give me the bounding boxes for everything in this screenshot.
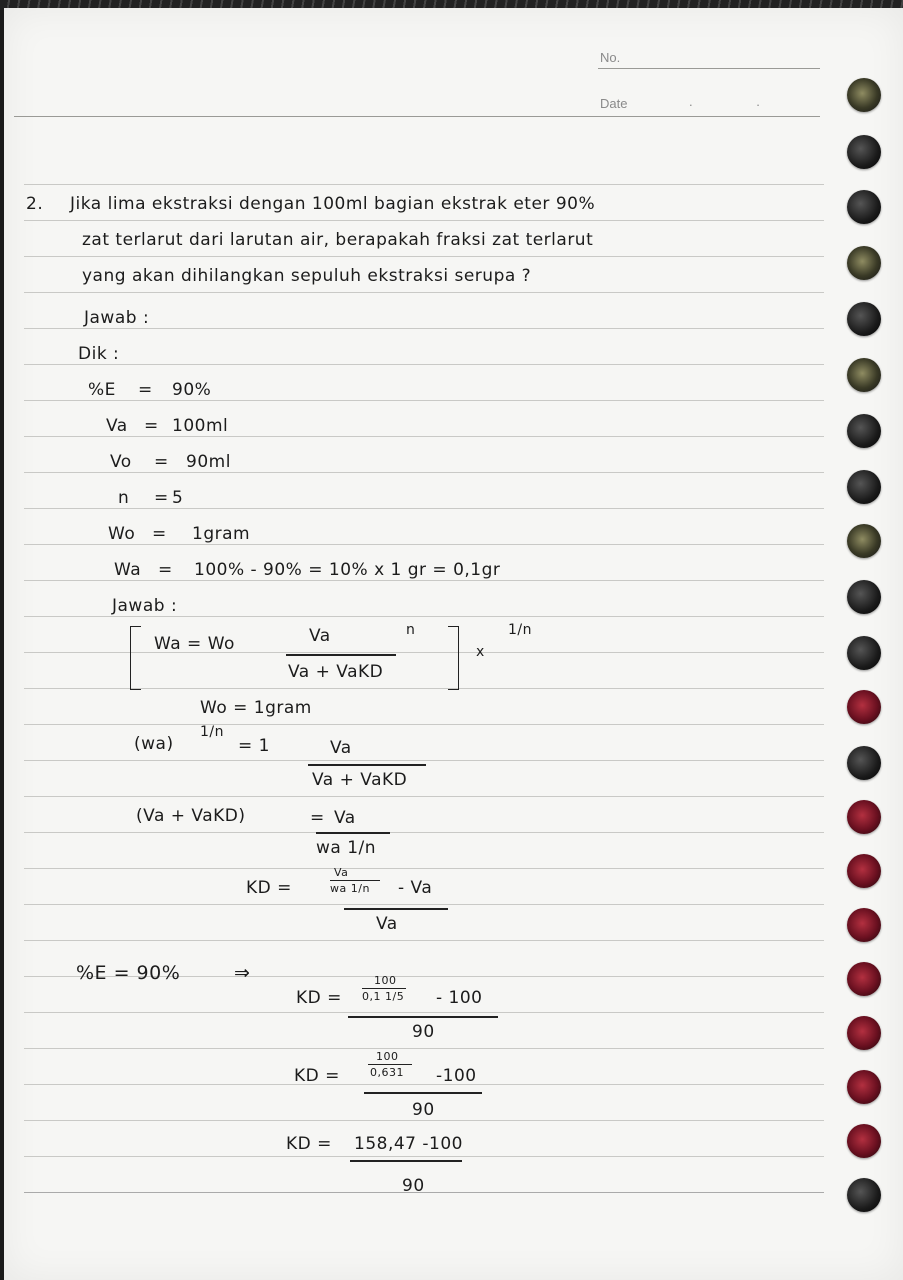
date-label: Date xyxy=(600,96,628,111)
notebook-page: No. Date . . 2. Jika lima ekstraksi dengan 100ml bagian ekstrak eter 90% zat terlarut dari larutan air, berapakah fraksi zat terlarut yang akan dihilangkan sepuluh ekstraksi serupa ? Jawab : Dik : %E = 90% Va = 100ml Vo = 90ml n = 5 Wo = 1gram Wa = 100% - 90% = 10% x 1 gr = 0,1gr Jawab : Wa = Wo Va Va + VaKD n x 1/n Wo = 1gram (wa) 1/n = 1 Va Va + VaKD (Va + VaKD) = Va wa 1/n KD = Va wa 1/n - Va Va %E = 90% ⇒ KD = 100 0,1 1/5 - 100 90 KD = 100 0,631 -100 90 KD = 158,47 -100 90 xyxy=(4,8,903,1280)
header-divider xyxy=(14,116,820,117)
question-line-2: zat terlarut dari larutan air, berapakah fraksi zat terlarut xyxy=(82,230,594,250)
dik-label: Dik : xyxy=(78,344,120,364)
binding-hole xyxy=(847,580,881,614)
binding-hole xyxy=(847,414,881,448)
left-bracket xyxy=(130,626,141,690)
jawab-label: Jawab : xyxy=(84,308,150,328)
binding-hole xyxy=(847,1070,881,1104)
binding-hole xyxy=(847,908,881,942)
jawab-label-2: Jawab : xyxy=(112,596,178,616)
binding-hole xyxy=(847,246,881,280)
binding-hole xyxy=(847,302,881,336)
binding-hole xyxy=(847,1178,881,1212)
binding-hole xyxy=(847,962,881,996)
binding-hole xyxy=(847,358,881,392)
binding-hole xyxy=(847,636,881,670)
right-bracket xyxy=(448,626,459,690)
no-line xyxy=(598,68,820,69)
binding-hole xyxy=(847,78,881,112)
binding-hole xyxy=(847,690,881,724)
binding-hole xyxy=(847,190,881,224)
date-separators: . . xyxy=(689,94,790,109)
binding-hole xyxy=(847,1016,881,1050)
binding-hole xyxy=(847,135,881,169)
binding-hole xyxy=(847,470,881,504)
no-label: No. xyxy=(600,50,621,65)
question-line-3: yang akan dihilangkan sepuluh ekstraksi serupa ? xyxy=(82,266,532,286)
binding-hole xyxy=(847,800,881,834)
binding-hole xyxy=(847,854,881,888)
binding-hole xyxy=(847,1124,881,1158)
binding-hole xyxy=(847,746,881,780)
question-line-1: Jika lima ekstraksi dengan 100ml bagian ekstrak eter 90% xyxy=(70,194,596,214)
wo-line: Wo = 1gram xyxy=(200,698,312,718)
binding-hole xyxy=(847,524,881,558)
question-number: 2. xyxy=(26,194,44,214)
